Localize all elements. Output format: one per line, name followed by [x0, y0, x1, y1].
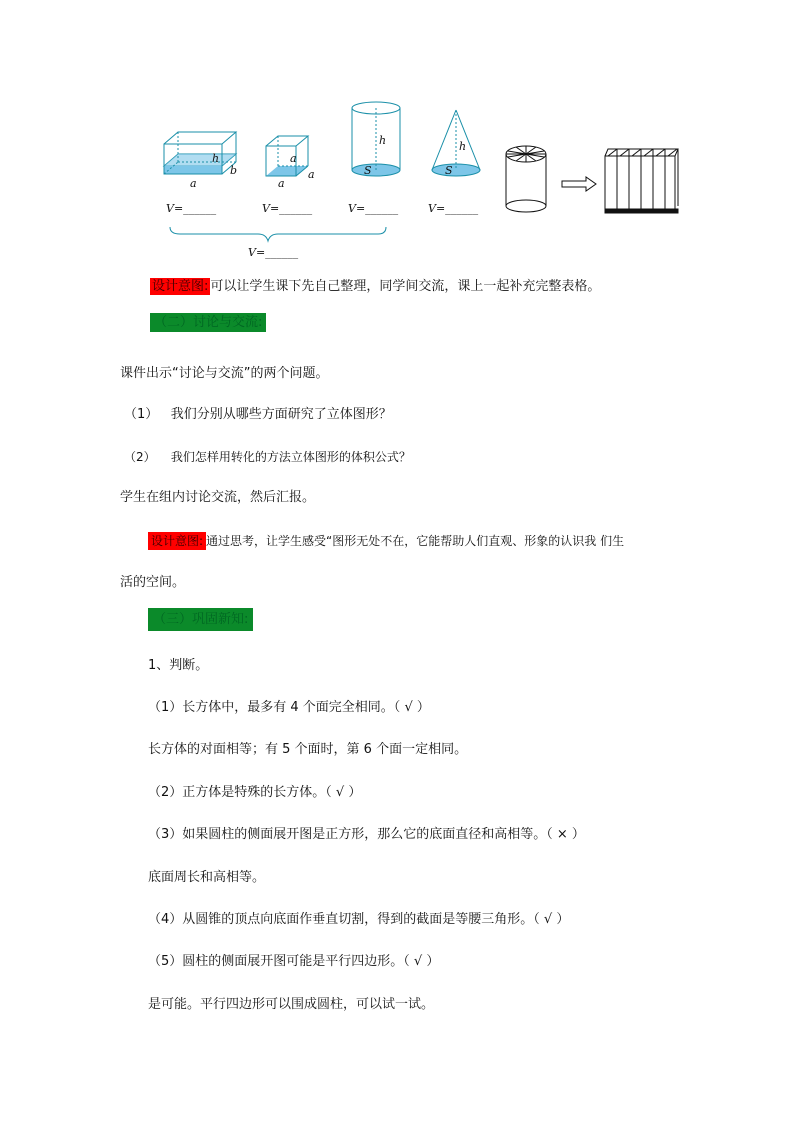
question-text: 我们分别从哪些方面研究了立体图形？ [170, 407, 392, 422]
cube-a-label-front: a [290, 152, 297, 165]
cone-shape [432, 110, 480, 176]
cuboid-shape [164, 132, 236, 174]
combined-volume-formula: V=______ [248, 246, 299, 259]
design-intent-note-1 [150, 279, 600, 295]
solids-figure [150, 96, 690, 272]
cylinder-shape [352, 102, 400, 176]
section-heading-consolidate [148, 612, 253, 628]
judge-item-1: （1）长方体中，最多有 4 个面完全相同。（ √ ） [148, 700, 430, 715]
grouping-brace [170, 227, 386, 241]
design-intent-text: 可以让学生课下先自己整理，同学间交流，课上一起补充完整表格。 [210, 279, 601, 294]
cuboid-h-label: h [212, 152, 220, 165]
cuboid-volume-formula: V=______ [166, 202, 217, 215]
design-intent-tag: 设计意图: [152, 279, 209, 294]
question-number: （1） [124, 407, 159, 422]
judge-item-5: （5）圆柱的侧面展开图可能是平行四边形。（ √ ） [148, 954, 440, 969]
cylinder-s-label: S [364, 164, 372, 177]
question-2 [124, 449, 411, 465]
question-number: （2） [124, 450, 156, 464]
judge-item-3-explain: 底面周长和高相等。 [148, 870, 266, 885]
cuboid-b-label: b [230, 164, 238, 177]
section-heading-text: （二）讨论与交流: [150, 313, 266, 332]
judge-item-3: （3）如果圆柱的侧面展开图是正方形，那么它的底面直径和高相等。（ × ） [148, 827, 585, 842]
section-heading-discussion [150, 315, 266, 331]
design-intent-tag: 设计意图: [148, 532, 206, 550]
judge-title: 1、判断。 [148, 658, 209, 673]
design-intent-text-line2: 活的空间。 [120, 575, 186, 590]
judge-item-1-explain: 长方体的对面相等；有 5 个面时，第 6 个面一定相同。 [148, 742, 468, 757]
cylinder-volume-formula: V=______ [348, 202, 399, 215]
question-text: 我们怎样用转化的方法立体图形的体积公式？ [170, 450, 411, 464]
judge-item-4: （4）从圆锥的顶点向底面作垂直切割，得到的截面是等腰三角形。（ √ ） [148, 912, 570, 927]
judge-item-2: （2）正方体是特殊的长方体。（ √ ） [148, 785, 362, 800]
cone-s-label: S [445, 164, 453, 177]
transform-arrow-icon [562, 177, 596, 191]
cuboid-a-label: a [190, 177, 197, 190]
section-heading-text: （三）巩固新知: [148, 608, 253, 631]
question-1 [124, 407, 392, 423]
design-intent-note-2 [148, 533, 624, 549]
rearranged-cuboid [605, 149, 678, 213]
judge-item-5-explain: 是可能。平行四边形可以围成圆柱，可以试一试。 [148, 997, 435, 1012]
cube-a-label-bottom: a [278, 177, 285, 190]
solids-diagram [150, 96, 690, 272]
cube-a-label-side: a [308, 168, 315, 181]
intro-paragraph: 课件出示“讨论与交流”的两个问题。 [120, 366, 329, 381]
cylinder-h-label: h [379, 134, 387, 147]
cube-volume-formula: V=______ [262, 202, 313, 215]
cube-shape [266, 136, 308, 176]
design-intent-text-line1: 通过思考，让学生感受“图形无处不在，它能帮助人们直观、形象的认识我 们生 [206, 534, 625, 548]
sliced-cylinder [506, 146, 546, 212]
cone-volume-formula: V=______ [428, 202, 479, 215]
cone-h-label: h [459, 140, 467, 153]
report-paragraph: 学生在组内讨论交流，然后汇报。 [120, 490, 316, 505]
